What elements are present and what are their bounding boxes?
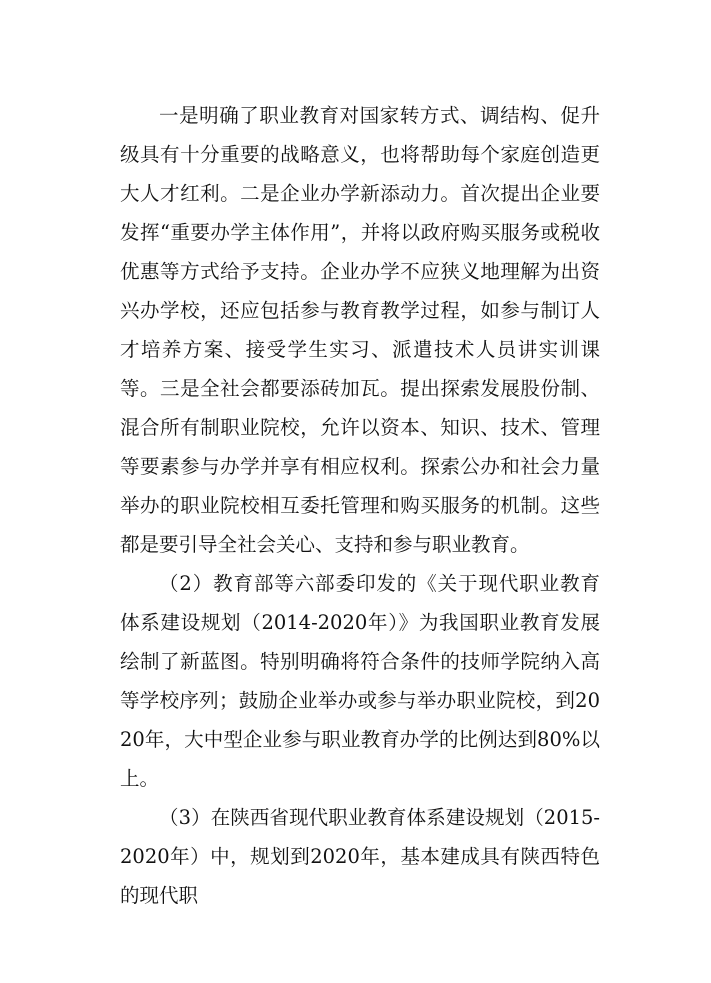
paragraph-2: （2）教育部等六部委印发的《关于现代职业教育体系建设规划（2014-2020年）》为我国职业教育发展绘制了新蓝图。特别明确将符合条件的技师学院纳入高等学校序列；鼓励企业举办或参与举办职业院校，到2020年，大中型企业参与职业教育办学的比例达到80%以上。	[120, 572, 600, 790]
paragraph-1: 一是明确了职业教育对国家转方式、调结构、促升级具有十分重要的战略意义，也将帮助每个家庭创造更大人才红利。二是企业办学新添动力。首次提出企业要发挥“重要办学主体作用”，并将以政府购买服务或税收优惠等方式给予支持。企业办学不应狭义地理解为出资兴办学校，还应包括参与教育教学过程，如参与制订人才培养方案、接受学生实习、派遣技术人员讲实训课等。三是全社会都要添砖加瓦。提出探索发展股份制、混合所有制职业院校，允许以资本、知识、技术、管理等要素参与办学并享有相应权利。探索公办和社会力量举办的职业院校相互委托管理和购买服务的机制。这些都是要引导全社会关心、支持和参与职业教育。	[120, 104, 600, 556]
paragraph-3: （3）在陕西省现代职业教育体系建设规划（2015-2020年）中，规划到2020年，基本建成具有陕西特色的现代职	[120, 806, 600, 907]
document-body	[120, 96, 600, 915]
